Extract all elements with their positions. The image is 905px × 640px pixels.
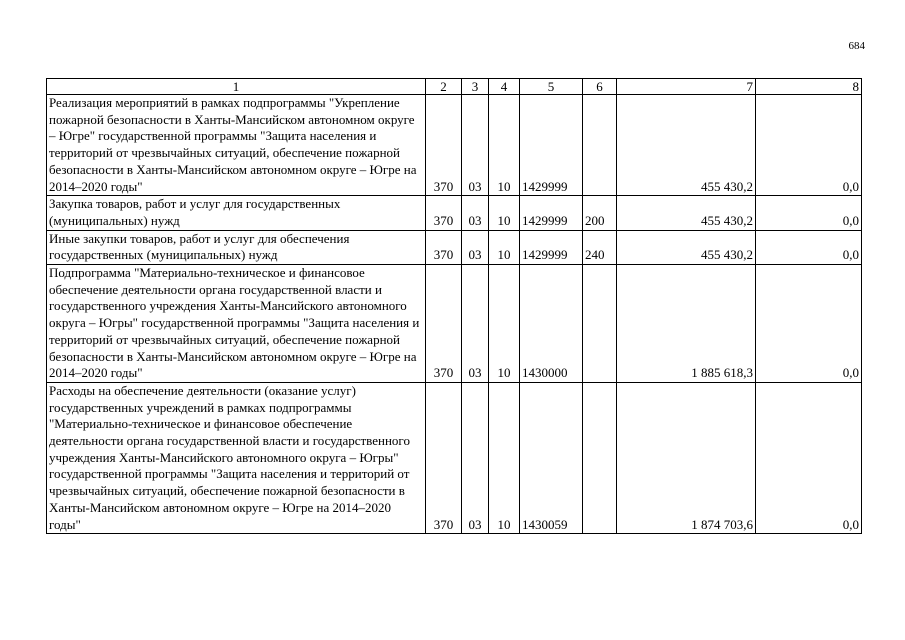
table-row [47, 265, 862, 383]
cell-col-7: 455 430,2 [617, 95, 756, 196]
cell-col-8: 0,0 [756, 196, 862, 230]
column-header-1: 1 [47, 79, 426, 95]
cell-col-5: 1429999 [520, 230, 583, 264]
cell-col-6: 240 [583, 230, 617, 264]
cell-col-3: 03 [462, 230, 489, 264]
column-header-5: 5 [520, 79, 583, 95]
row-name-cell: Подпрограмма "Материально-техническое и финансовое обеспечение деятельности органа государственной власти и государственного учреждения Ханты-Мансийского автономного округа – Югры" государственной программы "Защита населения и территорий от чрезвычайных ситуаций, обеспечение пожарной безопасности в Ханты-Мансийском автономном округе – Югре на 2014–2020 годы" [47, 265, 426, 383]
cell-col-5: 1430000 [520, 265, 583, 383]
cell-col-2: 370 [426, 196, 462, 230]
cell-col-4: 10 [489, 230, 520, 264]
row-name-cell: Закупка товаров, работ и услуг для государственных (муниципальных) нужд [47, 196, 426, 230]
cell-col-7: 455 430,2 [617, 230, 756, 264]
cell-col-5: 1429999 [520, 95, 583, 196]
cell-col-2: 370 [426, 230, 462, 264]
cell-col-3: 03 [462, 95, 489, 196]
cell-col-4: 10 [489, 95, 520, 196]
page-number: 684 [848, 40, 865, 52]
cell-col-6: 200 [583, 196, 617, 230]
cell-col-6 [583, 95, 617, 196]
column-header-4: 4 [489, 79, 520, 95]
cell-col-2: 370 [426, 265, 462, 383]
row-name-cell: Реализация мероприятий в рамках подпрограммы "Укрепление пожарной безопасности в Ханты-Мансийском автономном округе – Югре" государственной программы "Защита населения и территорий от чрезвычайных ситуаций, обеспечение пожарной безопасности в Ханты-Мансийском автономном округе – Югре на 2014–2020 годы" [47, 95, 426, 196]
table-header-row [47, 79, 862, 95]
cell-col-3: 03 [462, 265, 489, 383]
cell-col-8: 0,0 [756, 230, 862, 264]
cell-col-2: 370 [426, 382, 462, 533]
cell-col-5: 1429999 [520, 196, 583, 230]
column-header-7: 7 [617, 79, 756, 95]
column-header-2: 2 [426, 79, 462, 95]
column-header-6: 6 [583, 79, 617, 95]
cell-col-6 [583, 265, 617, 383]
budget-table [46, 78, 862, 534]
cell-col-7: 455 430,2 [617, 196, 756, 230]
cell-col-4: 10 [489, 382, 520, 533]
cell-col-8: 0,0 [756, 265, 862, 383]
cell-col-7: 1 874 703,6 [617, 382, 756, 533]
cell-col-2: 370 [426, 95, 462, 196]
cell-col-7: 1 885 618,3 [617, 265, 756, 383]
cell-col-4: 10 [489, 196, 520, 230]
cell-col-3: 03 [462, 382, 489, 533]
row-name-cell: Иные закупки товаров, работ и услуг для обеспечения государственных (муниципальных) нужд [47, 230, 426, 264]
cell-col-3: 03 [462, 196, 489, 230]
table-row [47, 196, 862, 230]
cell-col-6 [583, 382, 617, 533]
column-header-3: 3 [462, 79, 489, 95]
table-row [47, 382, 862, 533]
table-row [47, 230, 862, 264]
row-name-cell: Расходы на обеспечение деятельности (оказание услуг) государственных учреждений в рамках подпрограммы "Материально-техническое и финансовое обеспечение деятельности органа государственной власти и государственного учреждения Ханты-Мансийского автономного округа – Югры" государственной программы "Защита населения и территорий от чрезвычайных ситуаций, обеспечение пожарной безопасности в Ханты-Мансийском автономном округе – Югре на 2014–2020 годы" [47, 382, 426, 533]
cell-col-8: 0,0 [756, 95, 862, 196]
cell-col-4: 10 [489, 265, 520, 383]
table-row [47, 95, 862, 196]
column-header-8: 8 [756, 79, 862, 95]
cell-col-5: 1430059 [520, 382, 583, 533]
cell-col-8: 0,0 [756, 382, 862, 533]
